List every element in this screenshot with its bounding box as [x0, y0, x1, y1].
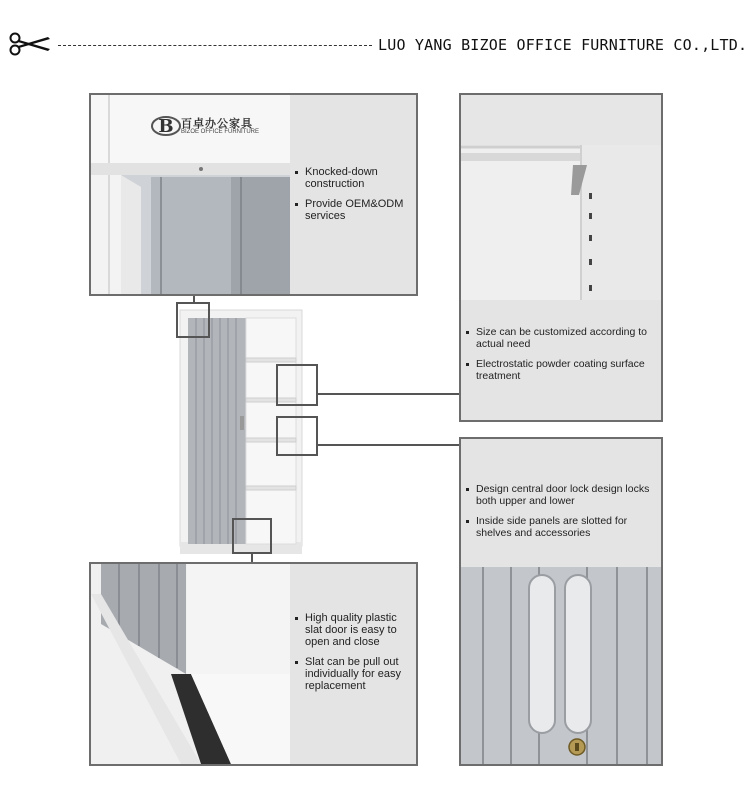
logo-chinese: 百卓办公家具	[181, 118, 253, 130]
connector-shelf	[318, 393, 459, 395]
feature-bullet: Knocked-down construction	[295, 166, 413, 190]
feature-bullet: High quality plastic slat door is easy to open and close	[295, 612, 413, 648]
feature-bullet: Design central door lock design locks both upper and lower	[466, 483, 658, 507]
slat-door-illustration	[91, 564, 291, 764]
feature-bullet: Slat can be pull out individually for easy replacement	[295, 656, 413, 692]
callout-box-lock	[276, 416, 318, 456]
feature-bullet: Inside side panels are slotted for shelves and accessories	[466, 515, 658, 539]
feature-text-area	[290, 564, 416, 764]
shelf-bracket-illustration	[461, 95, 661, 300]
callout-box-bottom	[232, 518, 272, 554]
feature-text-area	[461, 439, 661, 567]
connector-bottom	[251, 554, 253, 562]
detail-panel-top-left	[89, 93, 418, 296]
detail-panel-bottom-right	[459, 437, 663, 766]
callout-box-shelf	[276, 364, 318, 406]
feature-text-area	[461, 300, 661, 420]
detail-panel-top-right	[459, 93, 663, 422]
connector-lock	[318, 444, 459, 446]
detail-panel-bottom-left	[89, 562, 418, 766]
feature-bullet: Electrostatic powder coating surface treatment	[466, 358, 658, 382]
callout-box-top	[176, 302, 210, 338]
brand-logo	[151, 113, 271, 141]
feature-bullet: Size can be customized according to actual need	[466, 326, 658, 350]
logo-brand-text: BIZOE OFFICE FURNITURE	[181, 129, 259, 135]
feature-bullet: Provide OEM&ODM services	[295, 198, 413, 222]
cut-line	[58, 45, 372, 46]
company-name: LUO YANG BIZOE OFFICE FURNITURE CO.,LTD.	[378, 36, 748, 54]
scissors-icon	[8, 32, 52, 56]
feature-text-area	[290, 95, 416, 294]
door-lock-illustration	[461, 567, 661, 764]
connector-top	[193, 296, 195, 304]
svg-text:B: B	[158, 116, 174, 137]
